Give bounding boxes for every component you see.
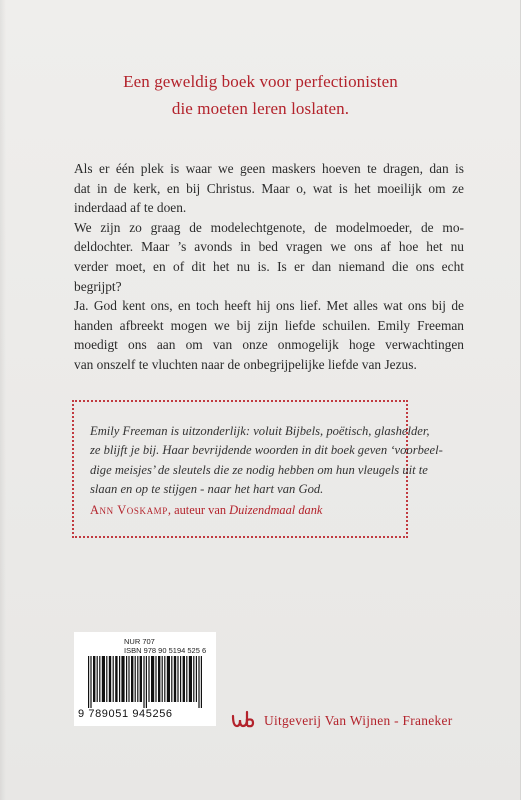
quote-separator: , auteur van: [167, 502, 230, 517]
blurb-line: Als er één plek is waar we geen maskers hoeven te dragen, dan is: [74, 161, 464, 176]
barcode-panel: [74, 632, 216, 726]
nur-code: NUR 707: [124, 637, 155, 646]
quote-line: Emily Freeman is uitzonderlijk: voluit Bijbels, poëtisch, glashelder,: [90, 424, 430, 438]
isbn-number: ISBN 978 90 5194 525 6: [124, 646, 207, 655]
publisher-wb-logo-icon: [232, 711, 254, 731]
blurb-line: handen afbreekt mogen we bij zijn liefde schuilen. Emily Freeman: [74, 317, 464, 333]
blurb-text: [74, 159, 464, 375]
spine-shadow: [0, 0, 6, 800]
barcode-bars: [88, 656, 204, 708]
endorsement-quote: [90, 422, 443, 500]
blurb-line: deldochter. Maar ’s avonds in bed vragen we ons af hoe het nu: [74, 239, 464, 255]
tagline-line-1: Een geweldig boek voor perfectionisten: [123, 72, 398, 91]
tagline: [40, 68, 481, 122]
quote-attribution: [90, 503, 390, 518]
blurb-line: van onszelf te vluchten naar de onbegrijpelijke liefde van Jezus.: [74, 356, 417, 372]
barcode-digits: 9 789051 945256: [78, 708, 173, 720]
blurb-line: dat in de kerk, en bij Christus. Maar o, wat is het moeilijk om ze: [74, 180, 464, 196]
blurb-line: Ja. God kent ons, en toch heeft hij ons lief. Met alles wat ons bij de: [74, 298, 464, 314]
quote-line: ze blijft je bij. Haar bevrijdende woorden in dit boek geven ‘voorbeel-: [90, 443, 443, 458]
quote-line: slaan en op te stijgen - naar het hart van God.: [90, 482, 324, 497]
endorsement-quote-box: [72, 400, 443, 538]
tagline-line-2: die moeten leren loslaten.: [171, 99, 350, 118]
quote-line: dige meisjes’ de sleutels die ze nodig hebben om hun vleugels uit te: [90, 462, 428, 477]
quote-book-title: Duizendmaal dank: [229, 502, 323, 517]
blurb-line: inderdaad af te doen.: [74, 200, 187, 216]
publisher-name: Uitgeverij Van Wijnen - Franeker: [264, 713, 453, 728]
quote-author: Ann Voskamp: [90, 502, 168, 517]
publisher: [232, 710, 453, 732]
blurb-line: verder moet, en of dit het nu is. Is er dan niemand die ons echt: [74, 258, 464, 274]
blurb-line: begrijpt?: [74, 278, 122, 294]
blurb-line: We zijn zo graag de modelechtgenote, de modelmoeder, de mo-: [74, 219, 464, 235]
blurb-line: moedigt ons aan om van onze onmogelijk hoge verwachtingen: [74, 337, 464, 353]
